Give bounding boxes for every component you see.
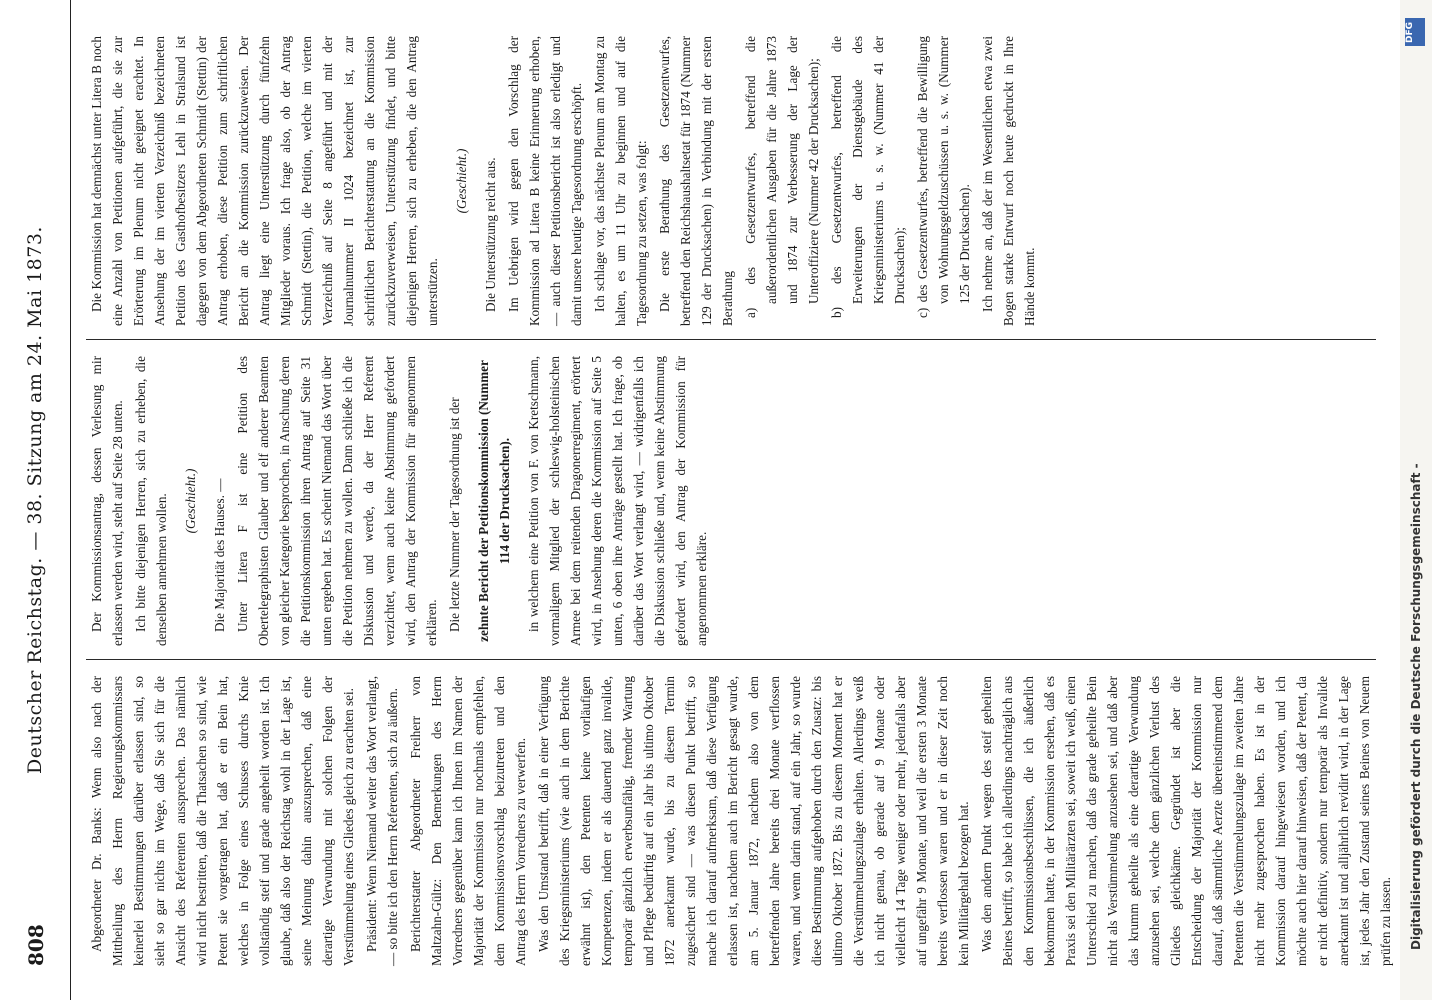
paragraph: Berichterstatter Abgeordneter Freiherr von Maltzahn-Gültz: Den Bemerkungen des Herrn Vorredners gegenüber kann ich Ihnen im Namen der Majorität der Kommission nur nochmals empfehlen, dem Kommissionsvorschlag beizutreten und den Antrag des Herrn Vorredners zu verwerfen. [408,676,528,966]
agenda-item: a) des Gesetzentwurfes, betreffend die außerordentlichen Ausgaben für die Jahre 1873 und 1874 zur Verbesserung der Lage der Unteroffiziere (Nummer 42 der Drucksachen); [743,36,821,318]
page-number: 808 [24,924,48,966]
page-title: Deutscher Reichstag. — 38. Sitzung am 24. Mai 1873. [24,226,46,774]
dfg-logo: DFG [1405,18,1425,46]
paragraph: Die erste Berathung des Gesetzentwurfes, betreffend den Reichshaushaltsetat für 1874 (Nummer 129 der Drucksachen) in Verbindung mit der ersten Berathung [657,36,735,326]
watermark-strip [1400,0,1432,1000]
section-heading: zehnte Bericht der Petitionskommission (Nummer 114 der Drucksachen). [476,360,512,642]
paragraph: Die Majorität des Hauses. — [212,478,227,632]
paragraph: Die Kommission hat demnächst unter Litera B noch eine Anzahl von Petitionen aufgeführt, die sie zur Erörterung im Plenum nicht geeignet erachtet. In Ansehung der im vierten Verzeichniß bezeichneten Petition des Gasthofbesitzers Lehl in Stralsund ist dagegen von dem Abgeordneten Schmidt (Stettin) der Antrag erhoben, diese Petition zum schriftlichen Bericht an die Kommission zurückzuweisen. Der Antrag liegt eine Unterstützung durch fünfzehn Mitglieder voraus. Ich frage also, ob der Antrag Schmidt (Stettin), die Petition, welche im vierten Verzeichniß auf Seite 8 angeführt und mit der Journalnummer II 1024 bezeichnet ist, zur schriftlichen Berichterstattung an die Kommission zurückzuverweisen, Unterstützung findet, und bitte diejenigen Herren, sich zu erheben, die den Antrag unterstützen. [89,36,440,326]
text-column-middle [86,356,1376,646]
paragraph: Ich schlage vor, das nächste Plenum am Montag zu halten, es um 11 Uhr zu beginnen und auf die Tagesordnung zu setzen, was folgt: [592,36,649,326]
paragraph: Die Unterstützung reicht aus. [483,157,498,312]
paragraph: Unter Litera F ist eine Petition des Obertelegraphisten Glauber und elf anderer Beamten von gleicher Kategorie besprochen, in Anschung deren die Petitionskommission ihren Antrag auf Seite 31 unten ergeben hat. Es scheint Niemand das Wort über die Petition nehmen zu wollen. Dann schließe ich die Diskussion und werde, da der Herr Referent verzichtet, wenn auch keine Abstimmung gefordert wird, den Antrag der Kommission für angenommen erklären. [235,356,439,646]
paragraph: Die letzte Nummer der Tagesordnung ist der [447,397,462,632]
stage-direction: (Geschieht.) [454,148,469,214]
paragraph: Im Uebrigen wird gegen den Vorschlag der Kommission ad Litera B keine Erinnerung erhoben, — auch dieser Petitionsbericht ist also erledigt und damit unsere heutige Tagesordnung erschöpft. [506,36,584,326]
paragraph: in welchem eine Petition von F. von Kretschmann, vormaligem Mitglied der schleswig-holsteinischen Armee bei dem reitenden Dragonerregiment, erörtert wird, in Ansehung deren die Kommission auf Seite 5 unten, 6 oben ihre Anträge gestellt hat. Ich frage, ob darüber das Wort verlangt wird, — widrigenfalls ich die Diskussion schließe und, wenn keine Abstimmung gefordert wird, den Antrag der Kommission für angenommen erkläre. [526,356,709,646]
agenda-item: c) des Gesetzentwurfes, betreffend die Bewilligung von Wohnungsgeldzuschüssen u. s. w. (Nummer 125 der Drucksachen). [915,36,972,318]
column-divider [86,659,1376,660]
agenda-item: b) des Gesetzentwurfes, betreffend die Erweiterungen der Dienstgebäude des Kriegsministeriums u. s. w. (Nummer 41 der Drucksachen); [829,36,907,318]
paragraph: Der Kommissionsantrag, dessen Verlesung mir erlassen werden wird, steht auf Seite 28 unten. [89,356,125,646]
page-header [0,0,71,1000]
text-column-right [86,36,1376,326]
paragraph: Abgeordneter Dr. Banks: Wenn also nach der Mittheilung des Herrn Regierungskommissars keinerlei Bestimmungen darüber erlassen sind, so sieht so gar nichts im Wege, daß Sie sich für die Ansicht des Referenten aussprechen. Das nämlich wird nicht bestritten, daß die Thatsachen so sind, wie Petent sie vorgetragen hat, daß er ein Bein hat, welches in Folge eines Schusses durchs Knie vollständig steif und grade angeheilt worden ist. Ich glaube, daß also der Reichstag wohl in der Lage ist, seine Meinung dahin auszusprechen, daß eine derartige Verwundung mit solchen Folgen der Verstümmelung eines Gliedes gleich zu erachten sei. [89,676,356,966]
paragraph: Ich nehme an, daß der im Wesentlichen etwa zwei Bogen starke Entwurf noch heute gedruckt in Ihre Hände kommt. [980,36,1037,326]
paragraph: Präsident: Wenn Niemand weiter das Wort verlangt, — so bitte ich den Herrn Referenten, sich zu äußern. [364,676,400,966]
text-column-left [86,676,1393,966]
paragraph: Ich bitte diejenigen Herren, sich zu erheben, die denselben annehmen wollen. [133,356,169,646]
paragraph: Was den andern Punkt wegen des steif geheilten Beines betrifft, so habe ich allerdings nachträglich aus den Kommissionsbeschlüssen, die ich äußerlich bekommen hatte, in der Kommission ersehen, daß es Praxis sei den Militärärzten sei, soweit ich weiß, einen Unterschied zu machen, daß das grade geheilte Bein nicht als Verstümmelung anzusehen sei, und daß aber das krumm geheilte als eine derartige Verwundung anzusehen sei, welche dem gänzlichen Verlust des Gliedes gleichkäme. Gegründet ist aber die Entscheidung der Majorität der Kommission nur darauf, daß sämmtliche Aerzte übereinstimmend dem Petenten die Verstümmelungszulage im zweiten Jahre nicht mehr zugesprochen haben. Es ist in der Kommission darauf hingewiesen worden, und ich möchte auch hier darauf hinweisen, daß der Petent, da er nicht definitiv, sondern nur temporär als Invalide anerkannt ist und alljährlich revidirt wird, in der Lage ist, jedes Jahr den Zustand seines Beines von Neuem prüfen zu lassen. [979,676,1393,966]
paragraph: Was den Umstand betrifft, daß in einer Verfügung des Kriegsministeriums (wie auch in dem Berichte erwähnt ist), den Petenten keine vorläufigen Kompetenzen, indem er als dauernd ganz invalide, temporär gänzlich erwerbsunfähig, fremder Wartung und Pflege bedürftig auf ein Jahr bis ultimo Oktober 1872 anerkannt wurde, bis zu diesem Termin zugesichert sind — was diesen Punkt betrifft, so mache ich darauf aufmerksam, daß diese Verfügung erlassen ist, nachdem auch im Bericht gesagt wurde, am 5. Januar 1872, nachdem also von dem betreffenden Jahre bereits drei Monate verflossen waren, und wenn darin stand, auf ein Jahr, so wurde diese Bestimmung aufgehoben durch den Zusatz: bis ultimo Oktober 1872. Bis zu diesem Moment hat er die Verstümmelungszulage erhalten. Allerdings weiß ich nicht genau, ob gerade auf 9 Monate oder vielleicht 14 Tage weniger oder mehr, jedenfalls aber auf ungefähr 9 Monate, und weil die ersten 3 Monate bereits verflossen waren und er in dieser Zeit noch kein Militärgehalt bezogen hat. [536,676,971,966]
column-divider [86,339,1376,340]
stage-direction: (Geschieht.) [183,468,198,534]
watermark-text: Digitalisierung gefördert durch die Deutsche Forschungsgemeinschaft - [1409,463,1423,950]
